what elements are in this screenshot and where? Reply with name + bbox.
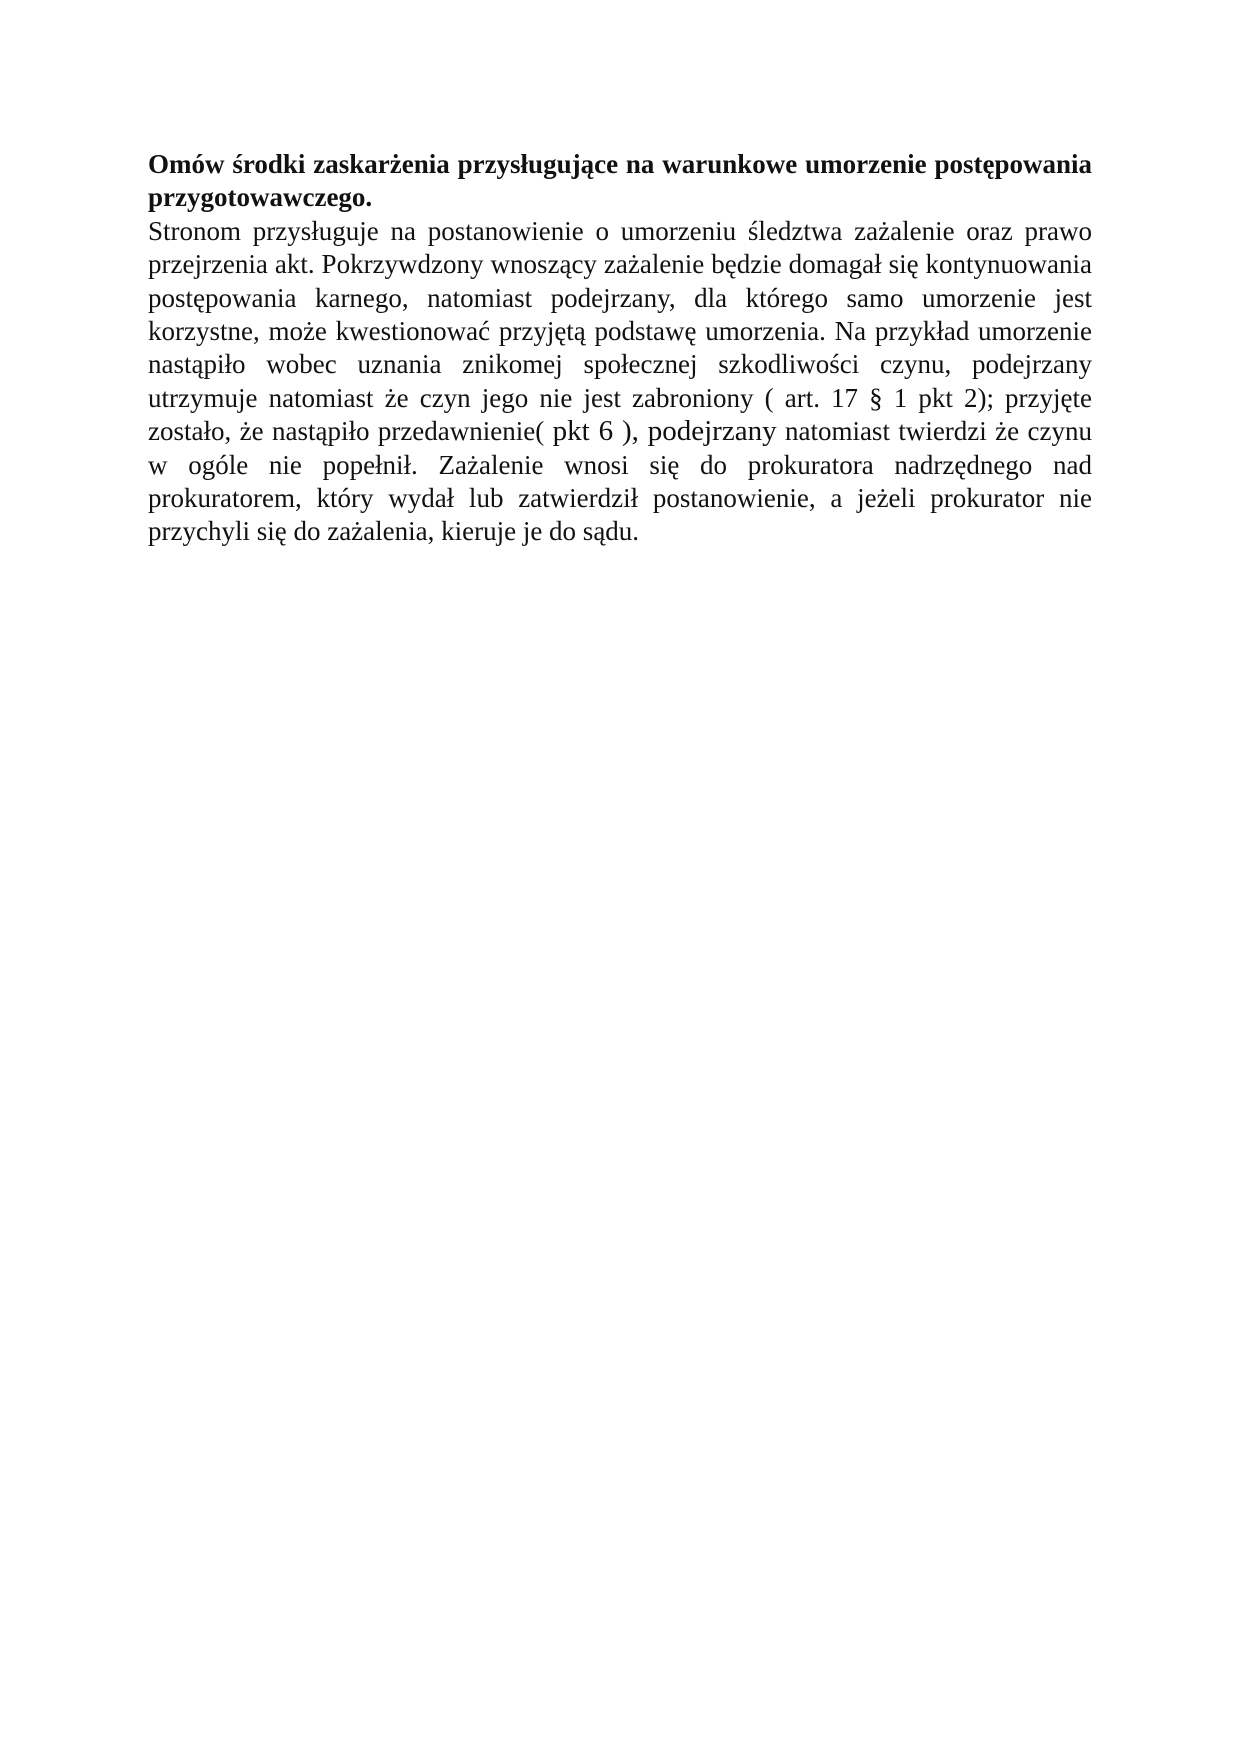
body-text-part1: Stronom przysługuje na postanowienie o umorzeniu śledztwa zażalenie oraz prawo przejrzenia akt. Pokrzywdzony wnoszący zażalenie będzie domagał się kontynuowania postępowania karnego, natomiast podejrzany, dla którego samo umorzenie jest korzystne, może kwestionować przyjętą podstawę umorzenia. Na przykład umorzenie nastąpiło wobec uznania znikomej społecznej szkodliwości czynu, podejrzany utrzymuje natomiast że czyn jego nie jest zabroniony ( art. 17 § 1 pkt 2); przyjęte zostało, że nastąpiło przedawnienie( xyxy=(148,215,1092,447)
document-title: Omów środki zaskarżenia przysługujące na warunkowe umorzenie postępowania przygotowawczego. xyxy=(148,149,1092,213)
body-text-part2: natomiast twierdzi że czynu w ogóle nie popełnił. Zażalenie wnosi się do prokuratora nadrzędnego nad prokuratorem, który wydał lub zatwierdził postanowienie, a jeżeli prokurator nie przychyli się do zażalenia, kieruje je do sądu. xyxy=(148,416,1092,547)
document-body xyxy=(148,215,1092,549)
body-text-emphasis: pkt 6 ), podejrzany xyxy=(552,415,777,448)
document-content xyxy=(148,148,1092,549)
